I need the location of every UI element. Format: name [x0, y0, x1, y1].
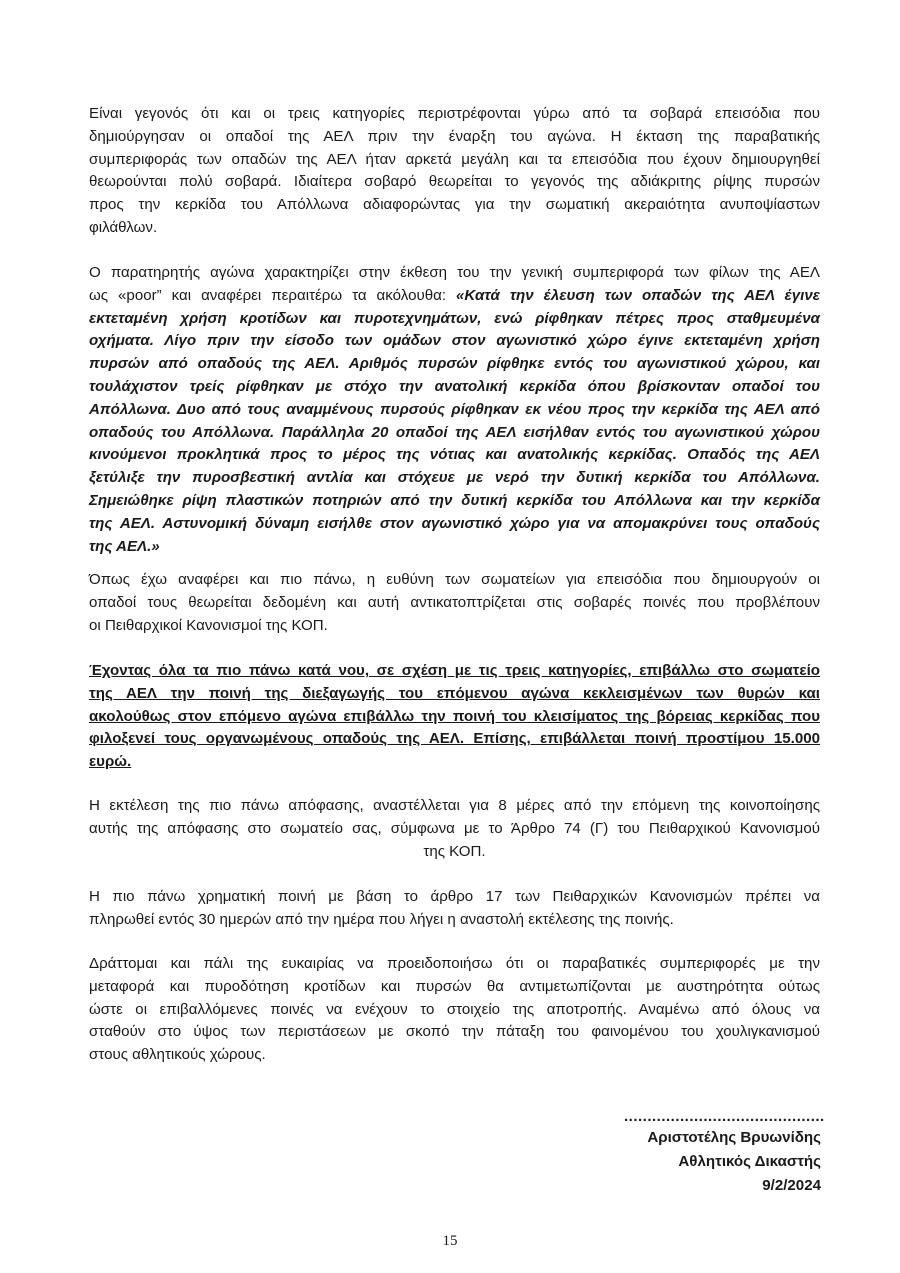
page-number: 15: [442, 1233, 458, 1249]
decision-line: της ΑΕΛ την ποινή της διεξαγωγής του επόμενου αγώνα κεκλεισμένων των θυρών και: [89, 684, 820, 702]
paragraph-5: [89, 795, 820, 863]
text-line: οπαδοί τους θεωρείται δεδομένη και αυτή αντικατοπτρίζεται στις σοβαρές ποινές που προβλέπουν: [89, 593, 820, 611]
quote-line: εκτεταμένη χρήση κροτίδων και πυροτεχνημάτων, ενώ ρίφθηκαν πέτρες προς σταθμευμένα: [89, 309, 820, 327]
quote-line: της ΑΕΛ. Αστυνομική δύναμη εισήλθε στον αγωνιστικό χώρο για να απομακρύνει τους οπαδούς: [89, 514, 820, 532]
decision-line: ακολούθως στον επόμενο αγώνα επιβάλλω την ποινή του κλεισίματος της βόρειας κερκίδας που: [89, 707, 820, 725]
signature-block: [647, 1126, 821, 1198]
text-line: μεταφορά και πυροδότηση κροτίδων και πυρσών θα αντιμετωπίζονται με αυστηρότητα ούτως: [89, 977, 820, 995]
text-line: σταθούν στο ύψος των περιστάσεων με σκοπό την πάταξη του φαινομένου του χουλιγκανισμού: [89, 1023, 820, 1041]
text-line: [89, 285, 820, 308]
text-line: συμπεριφοράς των οπαδών της ΑΕΛ ήταν αρκετά μεγάλη και τα επεισόδια που έχουν δημιουργηθεί: [89, 150, 820, 168]
paragraph-3: [89, 569, 820, 637]
text-line: φιλάθλων.: [89, 218, 158, 236]
text-line: πληρωθεί εντός 30 ημερών από την ημέρα που λήγει η αναστολή εκτέλεσης της ποινής.: [89, 910, 674, 928]
quote-fragment: «Κατά την έλευση των οπαδών της ΑΕΛ έγινε: [456, 286, 820, 304]
paragraph-1: [89, 103, 820, 240]
text-line: θεωρούνται πολύ σοβαρά. Ιδιαίτερα σοβαρό θεωρείται το γεγονός της αδιάκριτης ρίψης πυρσών: [89, 173, 820, 191]
quote-line: Απόλλωνα. Δυο από τους αναμμένους πυρσούς ρίφθηκαν εκ νέου προς την κερκίδα της ΑΕΛ από: [89, 400, 820, 418]
quote-line: Σημειώθηκε ρίψη πλαστικών ποτηριών από την δυτική κερκίδα του Απόλλωνα και την κερκίδα: [89, 491, 820, 509]
text-line: Η εκτέλεση της πιο πάνω απόφασης, αναστέλλεται για 8 μέρες από την επόμενη της κοινοποίησης: [89, 797, 820, 814]
signer-title: Αθλητικός Δικαστής: [678, 1153, 821, 1170]
text-fragment: ως «poor” και αναφέρει περαιτέρω τα ακόλουθα:: [89, 286, 457, 304]
decision-line: ευρώ.: [89, 753, 132, 771]
text-line: Όπως έχω αναφέρει και πιο πάνω, η ευθύνη των σωματείων για επεισόδια που δημιουργούν οι: [89, 571, 820, 588]
decision-line: Έχοντας όλα τα πιο πάνω κατά νου, σε σχέση με τις τρεις κατηγορίες, επιβάλλω στο σωματείο: [89, 662, 820, 679]
text-line: της ΚΟΠ.: [423, 842, 486, 860]
quote-line: τουλάχιστον τρείς ρίφθηκαν με στόχο την ανατολική κερκίδα όπου βρίσκονταν οπαδοί του: [89, 377, 820, 395]
text-line: Η πιο πάνω χρηματική ποινή με βάση το άρθρο 17 των Πειθαρχικών Κανονισμών πρέπει να: [89, 888, 820, 905]
text-line: Είναι γεγονός ότι και οι τρεις κατηγορίες περιστρέφονται γύρω από τα σοβαρά επεισόδια που: [89, 105, 820, 122]
text-line: οι Πειθαρχικοί Κανονισμοί της ΚΟΠ.: [89, 616, 328, 634]
paragraph-6: [89, 886, 820, 932]
quote-line: οπαδούς του Απόλλωνα. Παράλληλα 20 οπαδοί της ΑΕΛ εισήλθαν εντός του αγωνιστικού χώρου: [89, 423, 820, 441]
paragraph-2: [89, 262, 820, 558]
text-line: αυτής της απόφασης στο σωματείο σας, σύμφωνα με το Άρθρο 74 (Γ) του Πειθαρχικού Κανονισμού: [89, 819, 820, 837]
quote-line: πυρσών από οπαδούς της ΑΕΛ. Αριθμός πυρσών ρίφθηκε εντός του αγωνιστικού χώρου, και: [89, 355, 820, 373]
quote-line: κινούμενοι προκλητικά προς το μέρος της νότιας και ανατολικής κερκίδας. Οπαδός της ΑΕΛ: [89, 446, 820, 464]
text-line: ώστε οι επιβαλλόμενες ποινές να ενέχουν το στοιχείο της αποτροπής. Αναμένω από όλους να: [89, 1000, 820, 1018]
signer-name: Αριστοτέλης Βρυωνίδης: [647, 1129, 821, 1146]
signature-date: 9/2/2024: [762, 1177, 821, 1194]
paragraph-7: [89, 953, 820, 1067]
quote-line: οχήματα. Λίγο πριν την είσοδο των ομάδων στον αγωνιστικό χώρο έγινε εκτεταμένη χρήση: [89, 332, 820, 350]
decision-paragraph: [89, 660, 820, 774]
quote-line: της ΑΕΛ.»: [89, 537, 160, 555]
quote-line: ξετύλιξε την πυροσβεστική αντλία και στόχευε με νερό την δυτική κερκίδα του Απόλλωνα.: [89, 469, 820, 487]
text-line: προς την κερκίδα του Απόλλωνα αδιαφορώντας για την σωματική ακεραιότητα ανυποψίαστων: [89, 196, 820, 214]
text-line: Δράττομαι και πάλι της ευκαιρίας να προειδοποιήσω ότι οι παραβατικές συμπεριφορές με την: [89, 955, 820, 972]
text-line: Ο παρατηρητής αγώνα χαρακτηρίζει στην έκθεση του την γενική συμπεριφορά των φίλων της ΑΕΛ: [89, 264, 820, 281]
text-line: δημιούργησαν οι οπαδοί της ΑΕΛ πριν την έναρξη του αγώνα. Η έκταση της παραβατικής: [89, 127, 820, 145]
text-line: στους αθλητικούς χώρους.: [89, 1046, 266, 1064]
signature-line: ...........................................: [624, 1108, 825, 1125]
decision-line: φιλοξενεί τους οργανωμένους οπαδούς της ΑΕΛ. Επίσης, επιβάλλεται ποινή προστίμου 15.000: [89, 730, 820, 748]
